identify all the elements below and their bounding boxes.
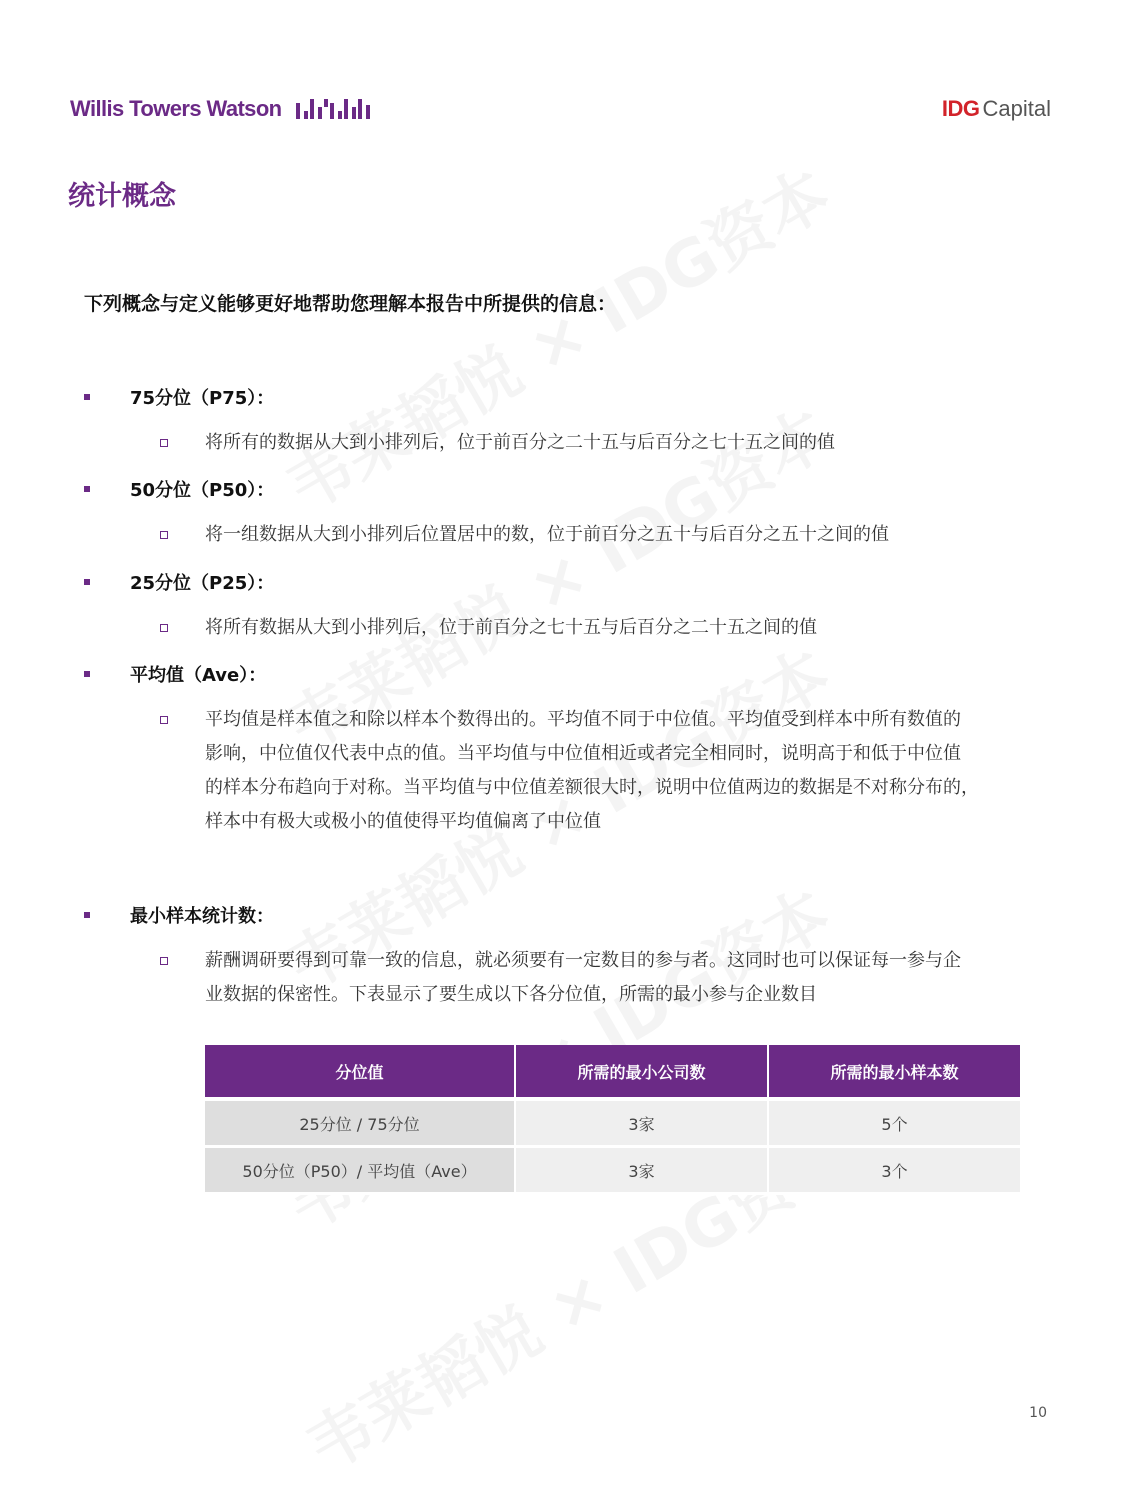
- list-item: [84, 570, 274, 594]
- table-row: [205, 1147, 1020, 1194]
- description-line: 影响，中位值仅代表中点的值。当平均值与中位值相近或者完全相同时，说明高于和低于中位值: [205, 743, 961, 764]
- list-item: [84, 903, 274, 927]
- intro-text: 下列概念与定义能够更好地帮助您理解本报告中所提供的信息：: [84, 293, 617, 315]
- bullet-hollow-square-icon: [160, 624, 168, 632]
- sub-list-item: [160, 426, 1020, 460]
- bullet-square-icon: [84, 394, 90, 400]
- term-label: 75分位（P75）：: [130, 388, 275, 409]
- wtw-logo-text: Willis Towers Watson: [70, 96, 282, 121]
- table-cell: 3家: [515, 1147, 768, 1194]
- sub-list-item: [160, 611, 1020, 645]
- bullet-square-icon: [84, 912, 90, 918]
- column-header: 所需的最小样本数: [768, 1045, 1020, 1099]
- table-cell: 5个: [768, 1099, 1020, 1147]
- term-label: 最小样本统计数：: [130, 906, 274, 927]
- idg-capital-logo: [942, 96, 1051, 122]
- list-item: [84, 662, 266, 686]
- column-header: 所需的最小公司数: [515, 1045, 768, 1099]
- table-cell: 3个: [768, 1147, 1020, 1194]
- description-line: 将所有的数据从大到小排列后，位于前百分之二十五与后百分之七十五之间的值: [205, 432, 835, 453]
- sub-list-item: [160, 703, 1020, 839]
- bullet-square-icon: [84, 486, 90, 492]
- bullet-hollow-square-icon: [160, 531, 168, 539]
- column-header: 分位值: [205, 1045, 515, 1099]
- description-line: 平均值是样本值之和除以样本个数得出的。平均值不同于中位值。平均值受到样本中所有数值的: [205, 709, 961, 730]
- bullet-hollow-square-icon: [160, 439, 168, 447]
- idg-logo-text: IDG: [941, 96, 980, 121]
- page-title: 统计概念: [68, 181, 176, 212]
- description-line: 将一组数据从大到小排列后位置居中的数，位于前百分之五十与后百分之五十之间的值: [205, 524, 889, 545]
- willis-towers-watson-logo: [70, 96, 376, 122]
- table-cell: 25分位 / 75分位: [205, 1099, 515, 1147]
- bullet-square-icon: [84, 671, 90, 677]
- wtw-bars-icon: [296, 99, 376, 119]
- term-label: 平均值（Ave）：: [130, 665, 267, 686]
- bullet-hollow-square-icon: [160, 716, 168, 724]
- capital-logo-text: Capital: [982, 96, 1051, 121]
- bullet-square-icon: [84, 579, 90, 585]
- sub-list-item: [160, 518, 1020, 552]
- description-line: 样本中有极大或极小的值使得平均值偏离了中位值: [205, 811, 601, 832]
- term-label: 50分位（P50）：: [130, 480, 275, 501]
- term-label: 25分位（P25）：: [130, 573, 275, 594]
- sub-list-item: [160, 944, 1020, 1012]
- list-item: [84, 385, 274, 409]
- table-cell: 3家: [515, 1099, 768, 1147]
- bullet-hollow-square-icon: [160, 957, 168, 965]
- description-line: 薪酬调研要得到可靠一致的信息，就必须要有一定数目的参与者。这同时也可以保证每一参与企: [205, 950, 961, 971]
- table-row: [205, 1099, 1020, 1147]
- table-header-row: [205, 1045, 1020, 1099]
- list-item: [84, 477, 274, 501]
- table-cell: 50分位（P50）/ 平均值（Ave）: [205, 1147, 515, 1194]
- page-number: 10: [1029, 1405, 1047, 1421]
- percentile-sample-table: [205, 1045, 1020, 1195]
- description-line: 的样本分布趋向于对称。当平均值与中位值差额很大时，说明中位值两边的数据是不对称分布的，: [205, 777, 979, 798]
- description-line: 业数据的保密性。下表显示了要生成以下各分位值，所需的最小参与企业数目: [205, 984, 817, 1005]
- description-line: 将所有数据从大到小排列后，位于前百分之七十五与后百分之二十五之间的值: [205, 617, 817, 638]
- watermark: [268, 143, 844, 529]
